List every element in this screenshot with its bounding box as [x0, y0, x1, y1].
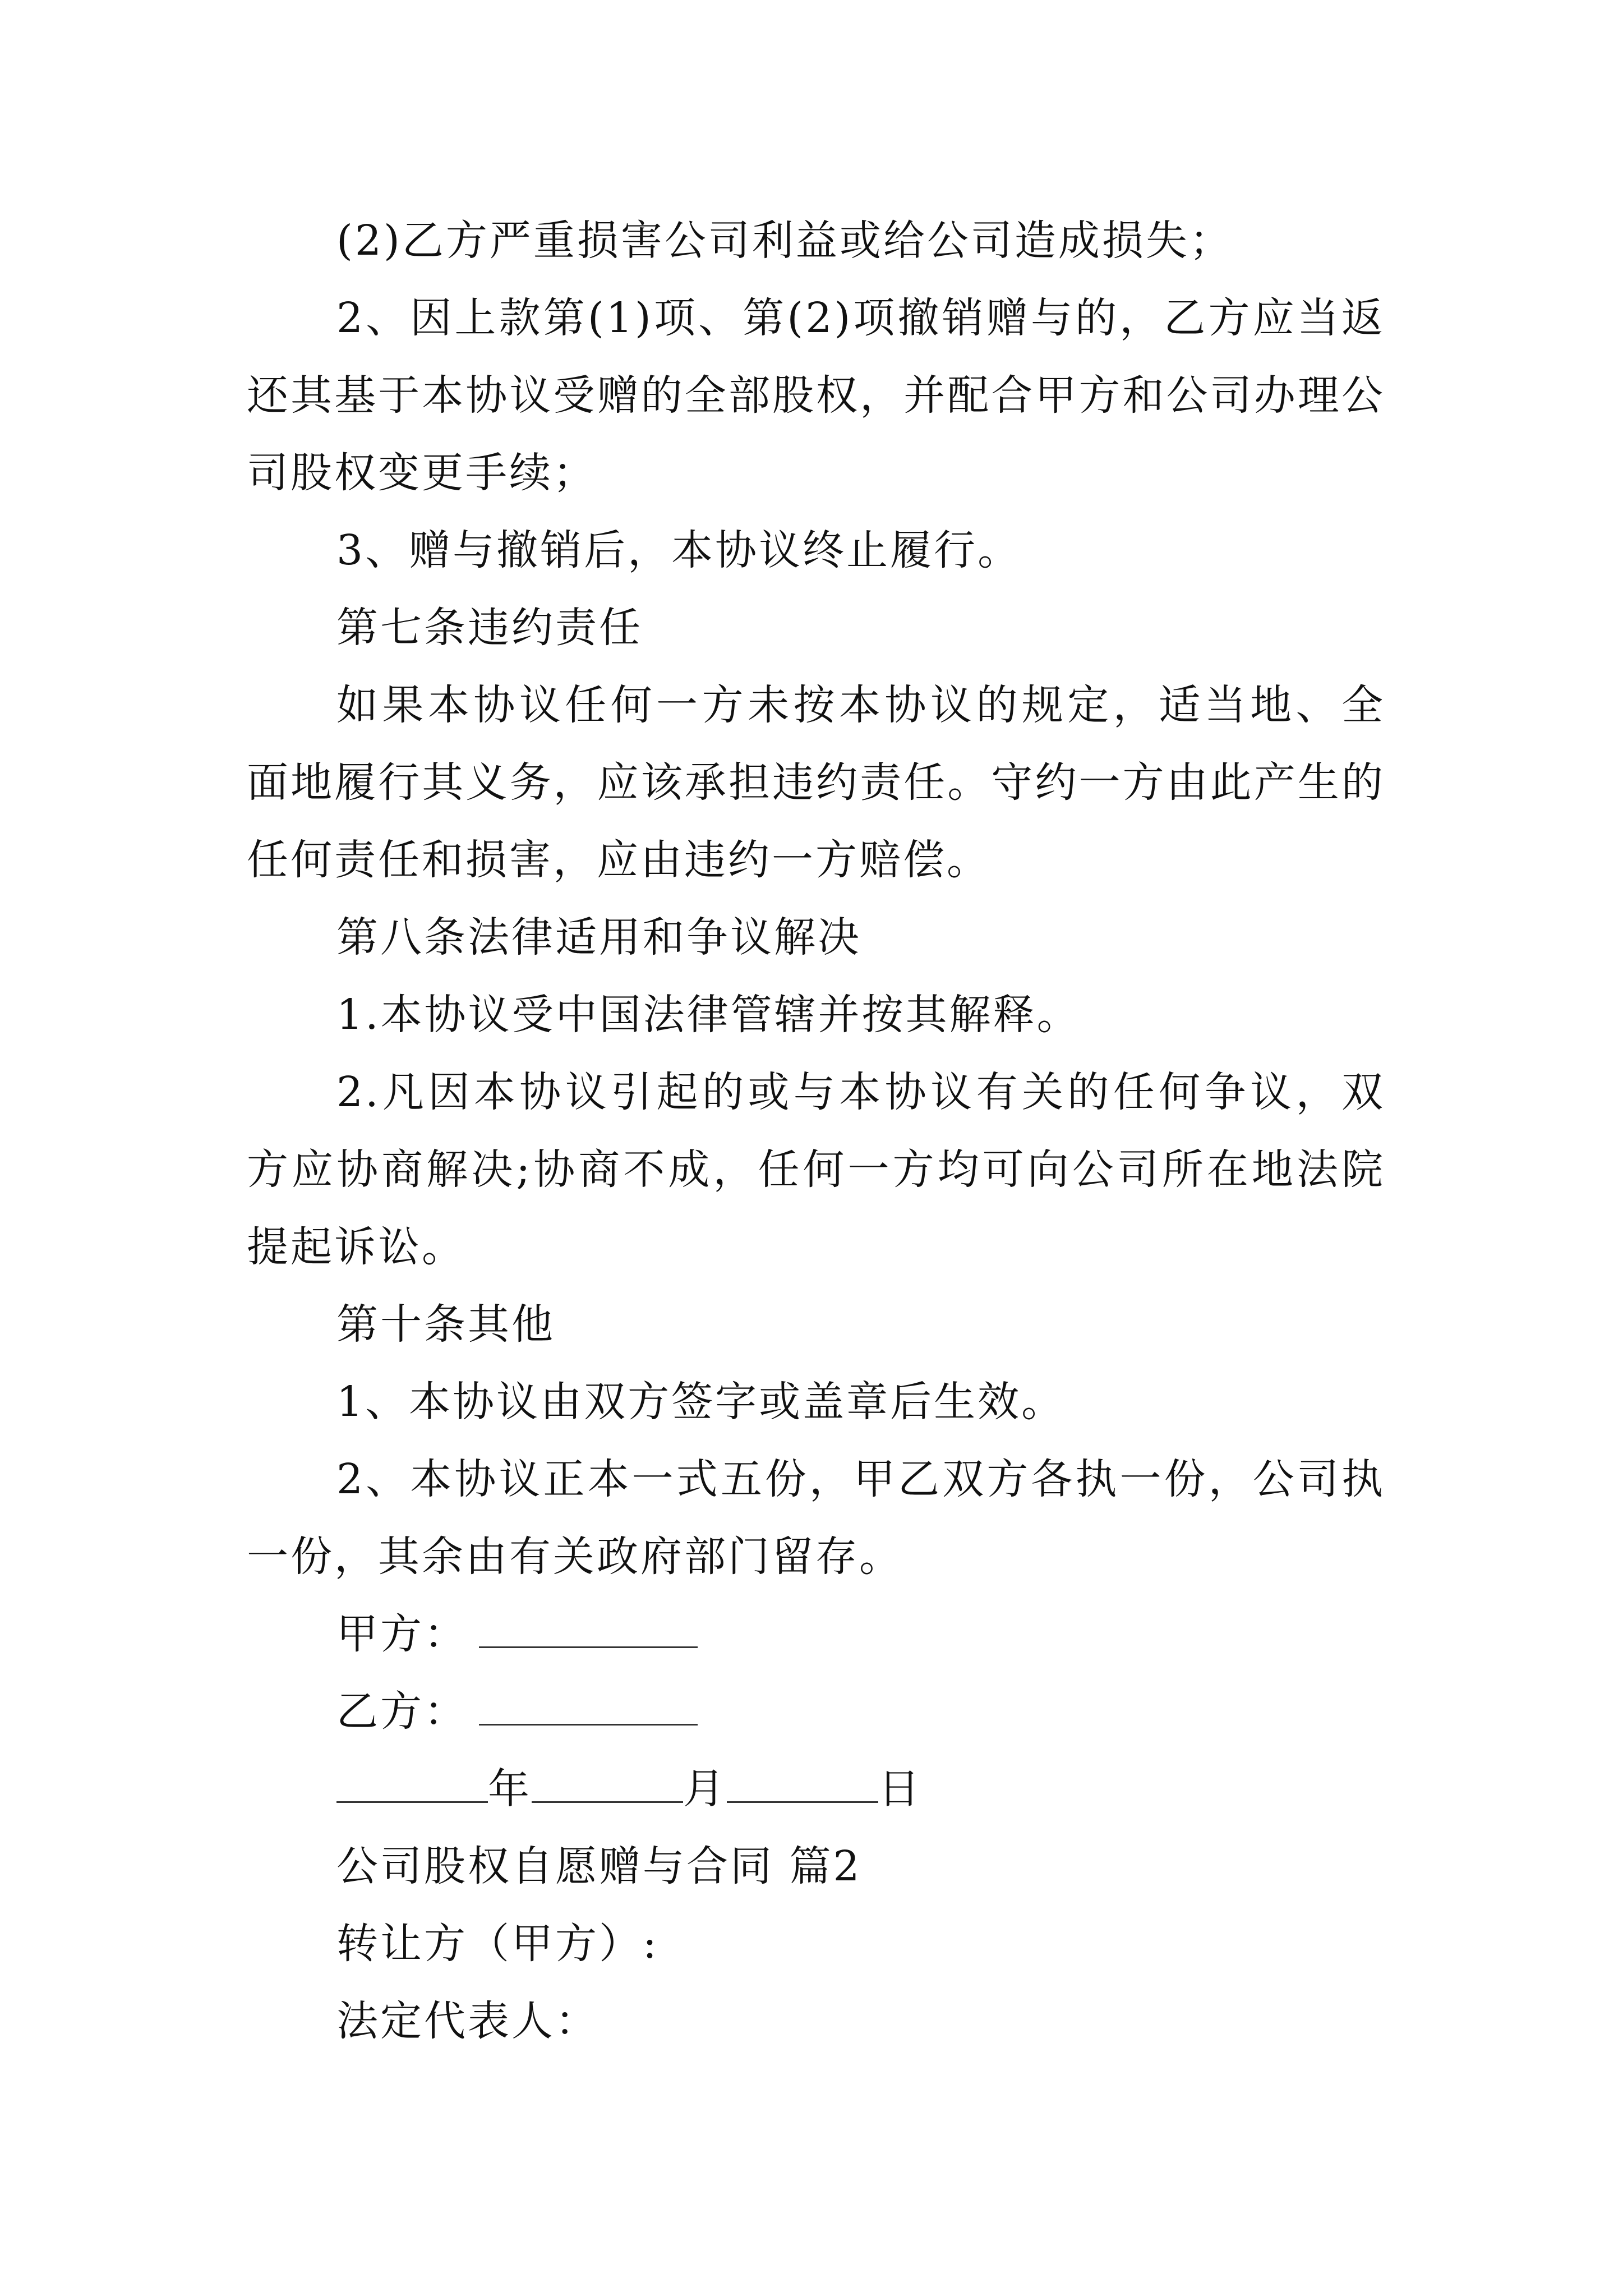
party-b-label: 乙方：: [336, 1687, 468, 1736]
section-2-title: 公司股权自愿赠与合同 篇2: [336, 1842, 862, 1890]
article-8-heading: 第八条法律适用和争议解决: [336, 913, 861, 961]
year-blank: [336, 1760, 488, 1803]
year-label: 年: [488, 1765, 532, 1813]
month-blank: [532, 1760, 683, 1803]
article-7-text: 如果本协议任何一方未按本协议的规定，适当地、全面地履行其义务，应该承担违约责任。守约一方由此产生的任何责任和损害，应由违约一方赔偿。: [247, 681, 1385, 884]
month-label: 月: [683, 1765, 727, 1813]
party-a-blank: [479, 1605, 698, 1648]
document-body: [247, 202, 1385, 2060]
party-a-label: 甲方：: [336, 1610, 468, 1658]
clause-revoke-item-2: (2)乙方严重损害公司利益或给公司造成损失；: [336, 217, 1233, 265]
party-b-signature-line: [247, 1673, 1385, 1750]
day-blank: [727, 1760, 878, 1803]
clause-revoke-termination: 3、赠与撤销后，本协议终止履行。: [336, 526, 1022, 574]
transferor-label: 转让方（甲方）:: [336, 1920, 659, 1968]
clause-revoke-return-equity: 2、因上款第(1)项、第(2)项撤销赠与的，乙方应当返还其基于本协议受赠的全部股权，并配合甲方和公司办理公司股权变更手续；: [247, 294, 1385, 497]
day-label: 日: [878, 1765, 922, 1813]
article-7-heading: 第七条违约责任: [336, 604, 643, 652]
legal-representative-label: 法定代表人：: [336, 1997, 599, 2045]
article-10-item-2: 2、本协议正本一式五份，甲乙双方各执一份，公司执一份，其余由有关政府部门留存。: [247, 1455, 1385, 1581]
article-10-heading: 第十条其他: [336, 1300, 555, 1349]
article-8-item-1: 1.本协议受中国法律管辖并按其解释。: [336, 991, 1081, 1039]
date-line: [247, 1750, 1385, 1828]
party-b-blank: [479, 1682, 698, 1726]
article-8-item-2: 2.凡因本协议引起的或与本协议有关的任何争议，双方应协商解决;协商不成，任何一方均可向公司所在地法院提起诉讼。: [247, 1068, 1385, 1271]
party-a-signature-line: [247, 1595, 1385, 1673]
article-10-item-1: 1、本协议由双方签字或盖章后生效。: [336, 1378, 1066, 1426]
